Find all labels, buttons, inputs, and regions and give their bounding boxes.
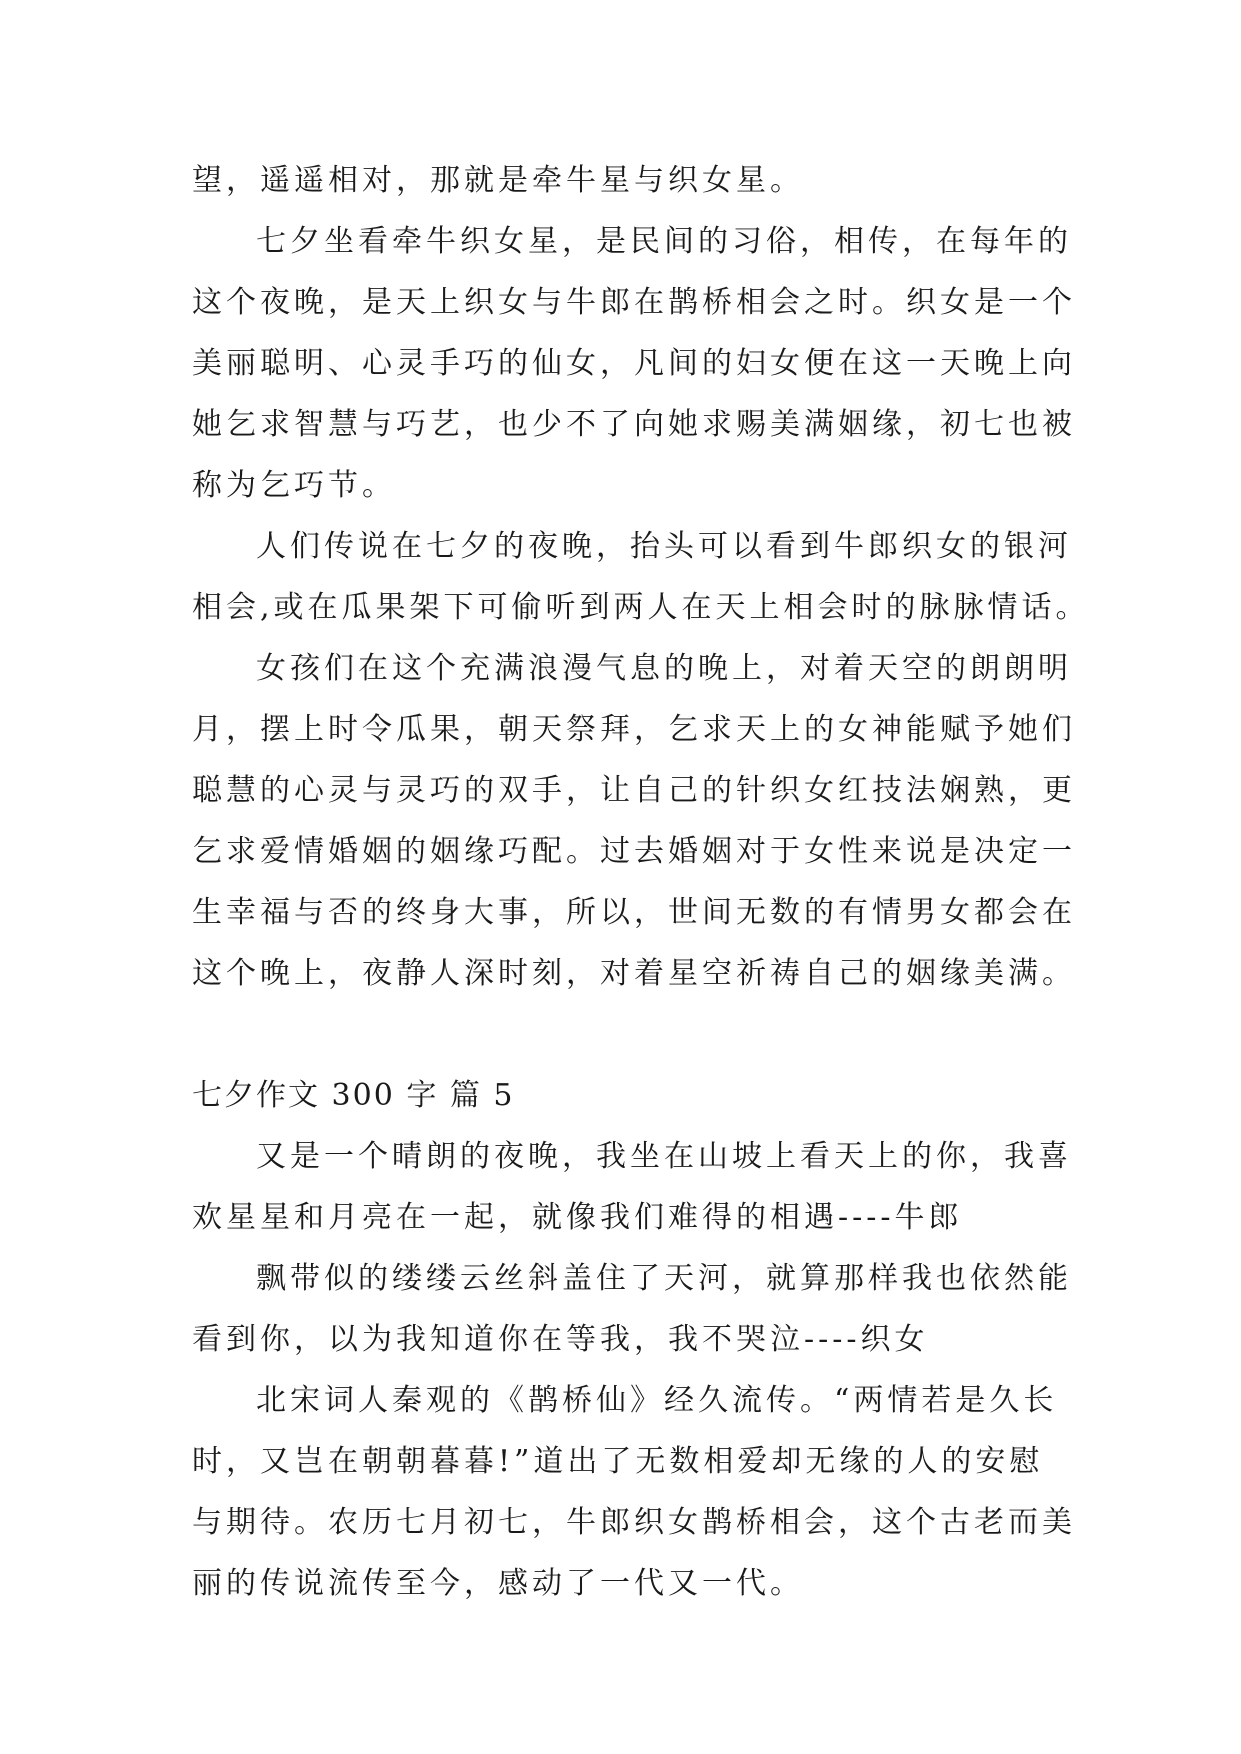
text-line: 月，摆上时令瓜果，朝天祭拜，乞求天上的女神能赋予她们: [192, 712, 1076, 747]
text-line: 乞求爱情婚姻的姻缘巧配。过去婚姻对于女性来说是决定一: [192, 834, 1076, 869]
section-heading: 七夕作文 300 字 篇 5: [192, 1078, 515, 1113]
paragraph-start-line: 北宋词人秦观的《鹊桥仙》经久流传。“两情若是久长: [256, 1383, 1058, 1418]
text-line: 她乞求智慧与巧艺，也少不了向她求赐美满姻缘，初七也被: [192, 407, 1076, 442]
paragraph-start-line: 又是一个晴朗的夜晚，我坐在山坡上看天上的你，我喜: [256, 1139, 1072, 1174]
paragraph-start-line: 女孩们在这个充满浪漫气息的晚上，对着天空的朗朗明: [256, 651, 1072, 686]
text-line: 丽的传说流传至今，感动了一代又一代。: [192, 1566, 804, 1601]
text-line: 看到你，以为我知道你在等我，我不哭泣----织女: [192, 1322, 929, 1357]
text-line: 与期待。农历七月初七，牛郎织女鹊桥相会，这个古老而美: [192, 1505, 1076, 1540]
section-gap: [192, 1004, 1052, 1065]
text-line: 生幸福与否的终身大事，所以，世间无数的有情男女都会在: [192, 895, 1076, 930]
text-line: 望，遥遥相对，那就是牵牛星与织女星。: [192, 163, 804, 198]
text-line: 欢星星和月亮在一起，就像我们难得的相遇----牛郎: [192, 1200, 963, 1235]
paragraph-start-line: 人们传说在七夕的夜晚，抬头可以看到牛郎织女的银河: [256, 529, 1072, 564]
paragraph-start-line: 飘带似的缕缕云丝斜盖住了天河，就算那样我也依然能: [256, 1261, 1072, 1296]
text-line: 聪慧的心灵与灵巧的双手，让自己的针织女红技法娴熟，更: [192, 773, 1076, 808]
text-line: 这个夜晚，是天上织女与牛郎在鹊桥相会之时。织女是一个: [192, 285, 1076, 320]
text-line: 这个晚上，夜静人深时刻，对着星空祈祷自己的姻缘美满。: [192, 956, 1076, 991]
paragraph-start-line: 七夕坐看牵牛织女星，是民间的习俗，相传，在每年的: [256, 224, 1072, 259]
document-body: [192, 150, 1090, 1614]
text-line: 美丽聪明、心灵手巧的仙女，凡间的妇女便在这一天晚上向: [192, 346, 1076, 381]
text-line: 时，又岂在朝朝暮暮!”道出了无数相爱却无缘的人的安慰: [192, 1444, 1044, 1479]
text-line: 相会,或在瓜果架下可偷听到两人在天上相会时的脉脉情话。: [192, 590, 1090, 625]
text-line: 称为乞巧节。: [192, 468, 396, 503]
